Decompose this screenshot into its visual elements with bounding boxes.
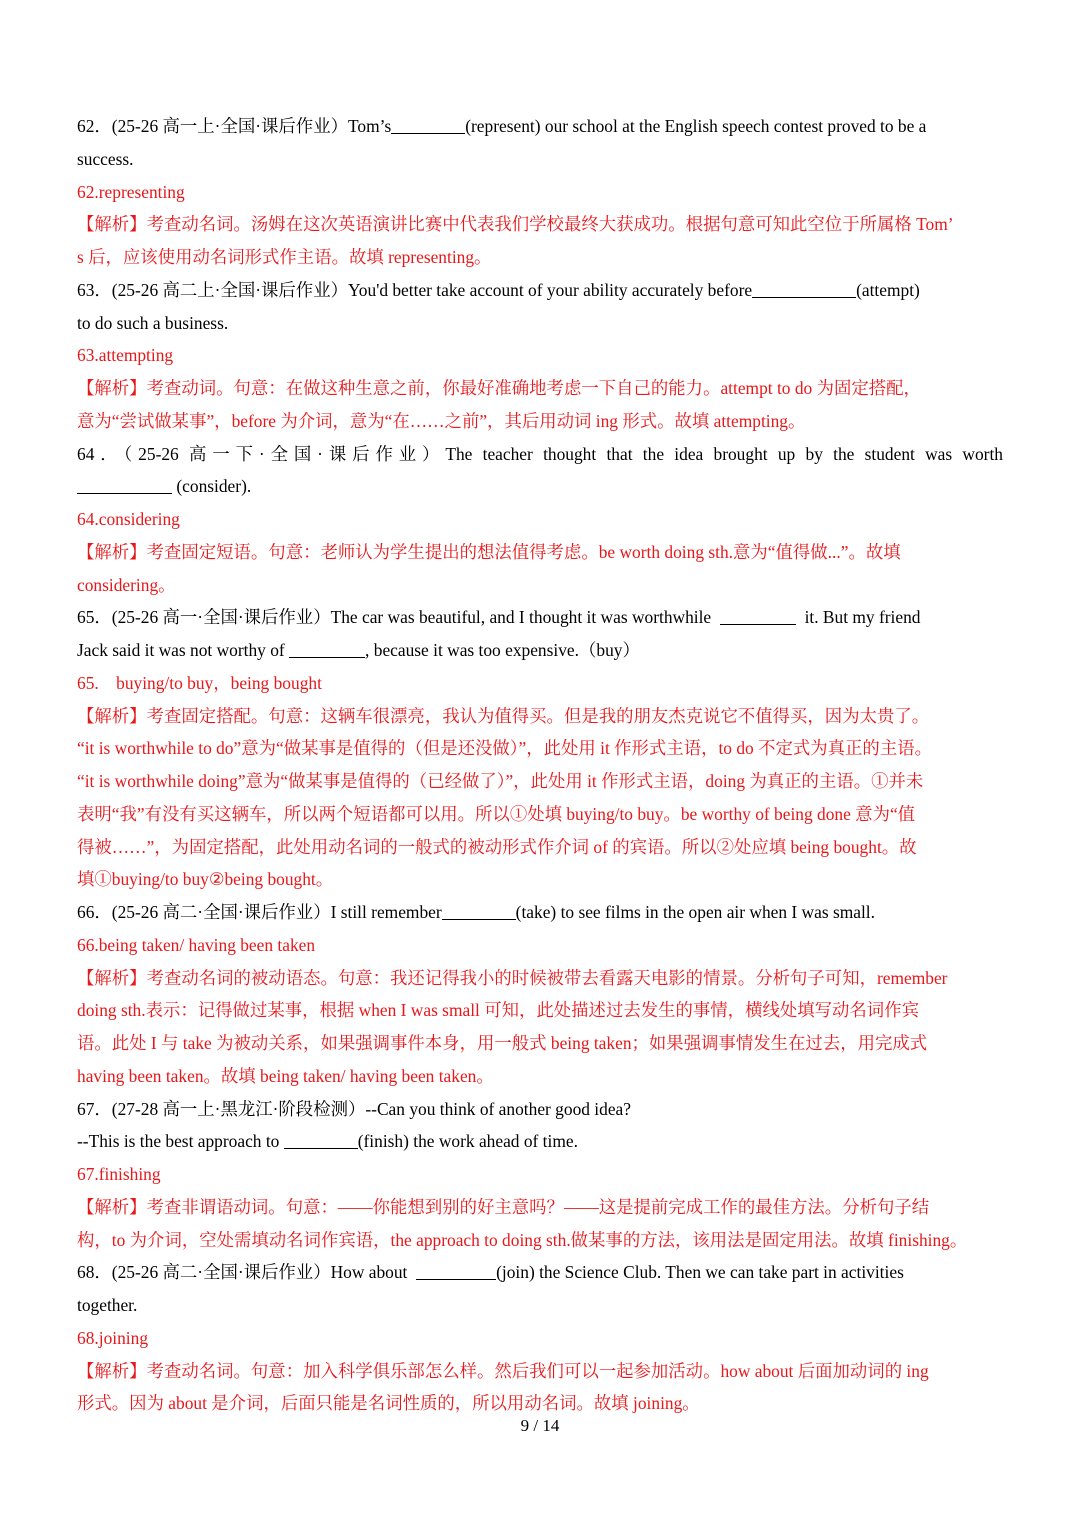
- explanation-66-line-4: having been taken。故填 being taken/ having been taken。: [77, 1065, 494, 1086]
- explanation-67-line-1: 【解析】考查非谓语动词。句意：——你能想到别的好主意吗？——这是提前完成工作的最佳方法。分析句子结: [77, 1196, 930, 1217]
- explanation-65-line-3: “it is worthwhile doing”意为“做某事是值得的（已经做了）”，此处用 it 作形式主语，doing 为真正的主语。①并未: [77, 771, 924, 791]
- explanation-65-line-1: 【解析】考查固定搭配。句意：这辆车很漂亮，我认为值得买。但是我的朋友杰克说它不值得买，因为太贵了。: [77, 705, 930, 726]
- answer-68: 68.joining: [77, 1327, 149, 1348]
- answer-blank: [720, 606, 796, 625]
- question-65-line-2: Jack said it was not worthy of , because it was too expensive.（buy）: [77, 640, 640, 660]
- question-64-line-1: 64．（25-26 高一下·全国·课后作业）The teacher thought that the idea brought up by the student was worth: [77, 443, 1003, 464]
- exercise-list: [77, 110, 1003, 1420]
- explanation-65-line-2: “it is worthwhile to do”意为“做某事是值得的（但是还没做）”，此处用 it 作形式主语，to do 不定式为真正的主语。: [77, 738, 932, 759]
- question-66-line-1: 66．(25-26 高二·全国·课后作业）I still remember (take) to see films in the open air when I was small.: [77, 902, 875, 922]
- answer-66: 66.being taken/ having been taken: [77, 934, 316, 955]
- answer-blank: [289, 639, 365, 658]
- answer-blank: [77, 475, 172, 494]
- explanation-67-line-2: 构，to 为介词，空处需填动名词作宾语，the approach to doing sth.做某事的方法，该用法是固定用法。故填 finishing。: [77, 1229, 968, 1250]
- explanation-66-line-3: 语。此处 I 与 take 为被动关系，如果强调事件本身，用一般式 being taken；如果强调事情发生在过去，用完成式: [77, 1033, 928, 1053]
- explanation-66-line-1: 【解析】考查动名词的被动语态。句意：我还记得我小的时候被带去看露天电影的情景。分析句子可知，remember: [77, 967, 948, 988]
- answer-67: 67.finishing: [77, 1164, 161, 1184]
- explanation-64-line-2: considering。: [77, 574, 176, 595]
- answer-65: 65. buying/to buy，being bought: [77, 672, 322, 693]
- explanation-68-line-2: 形式。因为 about 是介词，后面只能是名词性质的，所以用动名词。故填 joining。: [77, 1393, 700, 1414]
- question-64-line-2: (consider).: [77, 470, 1003, 503]
- answer-blank: [284, 1130, 358, 1149]
- question-65-line-1: 65．(25-26 高一·全国·课后作业）The car was beautiful, and I thought it was worthwhile it. But my friend: [77, 607, 921, 628]
- question-67-line-2: --This is the best approach to (finish) the work ahead of time.: [77, 1131, 578, 1152]
- explanation-65-line-6: 填①buying/to buy②being bought。: [77, 869, 334, 890]
- explanation-65-line-4: 表明“我”有没有买这辆车，所以两个短语都可以用。所以①处填 buying/to buy。be worthy of being done 意为“值: [77, 803, 916, 824]
- answer-blank: [442, 901, 516, 920]
- question-63-line-1: 63．(25-26 高二上·全国·课后作业）You'd better take account of your ability accurately before (attempt): [77, 279, 920, 300]
- explanation-66-line-2: doing sth.表示：记得做过某事，根据 when I was small 可知，此处描述过去发生的事情，横线处填写动名词作宾: [77, 1000, 919, 1021]
- explanation-63-line-2: 意为“尝试做某事”，before 为介词，意为“在……之前”，其后用动词 ing 形式。故填 attempting。: [77, 410, 806, 431]
- answer-blank: [391, 115, 465, 134]
- question-63-line-2: to do such a business.: [77, 312, 229, 333]
- answer-blank: [752, 279, 856, 298]
- question-67-line-1: 67．(27-28 高一上·黑龙江·阶段检测）--Can you think of another good idea?: [77, 1098, 631, 1119]
- answer-64: 64.considering: [77, 509, 180, 529]
- explanation-64-line-1: 【解析】考查固定短语。句意：老师认为学生提出的想法值得考虑。be worth doing sth.意为“值得做...”。故填: [77, 541, 901, 562]
- question-68-line-1: 68．(25-26 高二·全国·课后作业）How about (join) the Science Club. Then we can take part in activities: [77, 1262, 904, 1283]
- explanation-62-line-2: s 后，应该使用动名词形式作主语。故填 representing。: [77, 247, 492, 267]
- question-62-line-2: success.: [77, 148, 134, 169]
- page-number: 9 / 14: [520, 1416, 560, 1435]
- answer-62: 62.representing: [77, 181, 185, 202]
- explanation-65-line-5: 得被……”，为固定搭配，此处用动名词的一般式的被动形式作介词 of 的宾语。所以②处应填 being bought。故: [77, 836, 917, 857]
- answer-63: 63.attempting: [77, 345, 174, 366]
- explanation-62-line-1: 【解析】考查动名词。汤姆在这次英语演讲比赛中代表我们学校最终大获成功。根据句意可知此空位于所属格 Tom’: [77, 214, 954, 235]
- question-68-line-2: together.: [77, 1295, 138, 1315]
- answer-blank: [416, 1261, 496, 1280]
- question-62-line-1: 62．(25-26 高一上·全国·课后作业）Tom’s (represent) our school at the English speech contest proved to be a: [77, 116, 927, 136]
- explanation-68-line-1: 【解析】考查动名词。句意：加入科学俱乐部怎么样。然后我们可以一起参加活动。how about 后面加动词的 ing: [77, 1360, 929, 1381]
- explanation-63-line-1: 【解析】考查动词。句意：在做这种生意之前，你最好准确地考虑一下自己的能力。attempt to do 为固定搭配，: [77, 378, 921, 398]
